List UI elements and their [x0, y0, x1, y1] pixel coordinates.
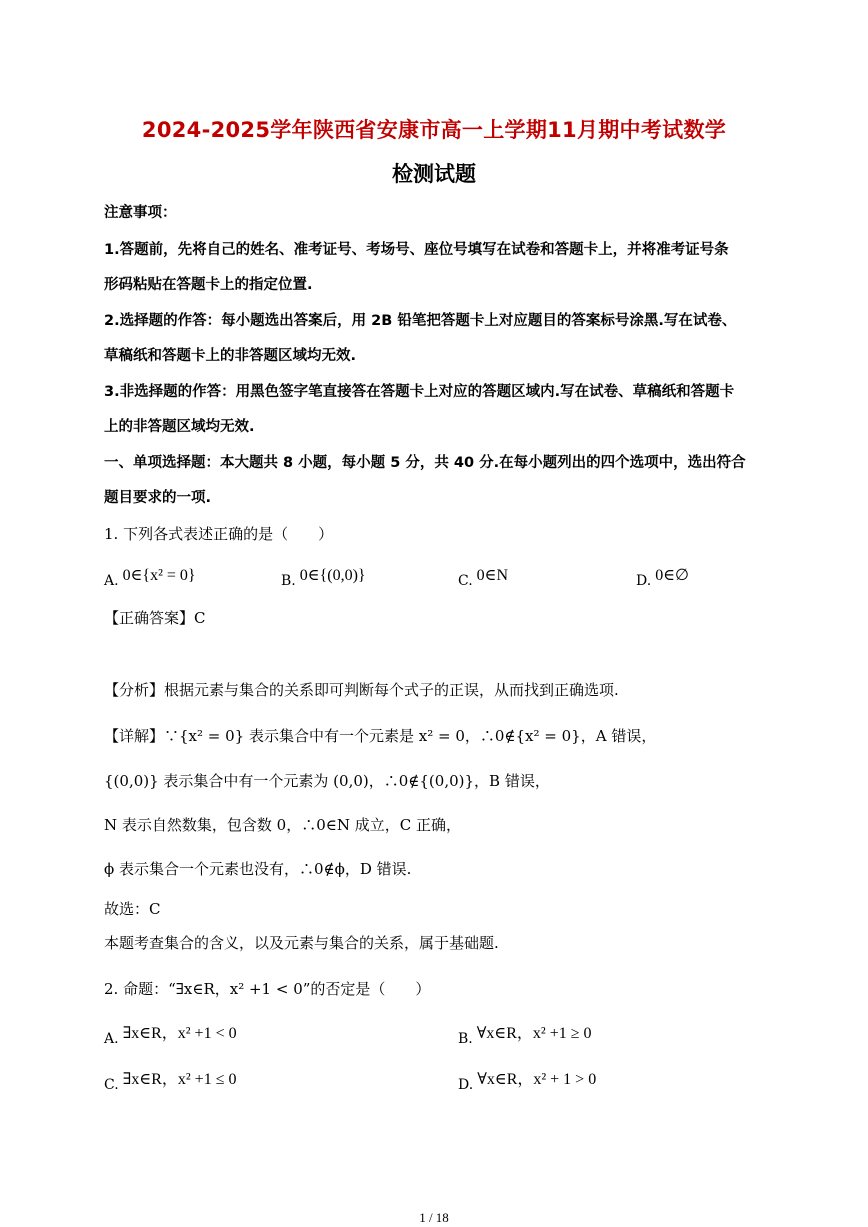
question-1-detail-4: ϕ 表示集合一个元素也没有，∴0∉ϕ，D 错误. [104, 860, 412, 878]
notice-item-2-cont: 草稿纸和答题卡上的非答题区域均无效. [104, 348, 357, 364]
question-1-stem: 1. 下列各式表述正确的是（ ） [104, 525, 334, 543]
document-subtitle: 检测试题 [392, 162, 476, 186]
question-1-choice: 故选：C [104, 900, 161, 918]
option-formula: ∃x∈R，x² +1 < 0 [122, 1025, 237, 1042]
question-2-stem: 2. 命题：“∃x∈R，x² +1 < 0”的否定是（ ） [104, 980, 431, 998]
option-label: A. [104, 573, 119, 589]
option-formula: ∀x∈R，x² + 1 > 0 [477, 1071, 597, 1088]
document-title: 2024-2025学年陕西省安康市高一上学期11月期中考试数学 [141, 118, 727, 142]
notice-item-2: 2.选择题的作答：每小题选出答案后，用 2B 铅笔把答题卡上对应题目的答案标号涂黑.写在试卷、 [104, 313, 737, 329]
option-label: B. [281, 573, 296, 589]
section-heading-cont: 题目要求的一项. [104, 490, 212, 506]
option-formula: 0∈∅ [655, 567, 689, 584]
question-1-answer: 【正确答案】C [104, 609, 206, 627]
question-2-option-c [104, 1066, 237, 1093]
notice-item-3: 3.非选择题的作答：用黑色签字笔直接答在答题卡上对应的答题区域内.写在试卷、草稿纸和答题卡 [104, 384, 735, 400]
option-label: D. [458, 1077, 474, 1093]
question-2-option-b [458, 1020, 592, 1047]
option-label: B. [458, 1031, 473, 1047]
option-formula: 0∈{(0,0)} [299, 567, 366, 584]
question-1-option-d [636, 565, 689, 589]
option-formula: 0∈N [476, 567, 509, 584]
notice-item-1-cont: 形码粘贴在答题卡上的指定位置. [104, 277, 313, 293]
question-1-analysis: 【分析】根据元素与集合的关系即可判断每个式子的正误，从而找到正确选项. [104, 681, 619, 699]
question-2-option-d [458, 1066, 597, 1093]
option-formula: ∃x∈R，x² +1 ≤ 0 [122, 1071, 237, 1088]
question-1-option-c [458, 565, 509, 589]
option-formula: ∀x∈R，x² +1 ≥ 0 [476, 1025, 592, 1042]
option-formula: 0∈{x² = 0} [122, 567, 196, 584]
option-label: C. [458, 573, 473, 589]
question-1-detail-1: 【详解】∵{x² = 0} 表示集合中有一个元素是 x² = 0，∴0∉{x² = 0}，A 错误， [104, 727, 657, 745]
option-label: C. [104, 1077, 119, 1093]
question-1-detail-3: N 表示自然数集，包含数 0，∴0∈N 成立，C 正确， [104, 816, 461, 834]
notice-header: 注意事项： [104, 205, 177, 221]
section-heading: 一、单项选择题：本大题共 8 小题，每小题 5 分，共 40 分.在每小题列出的四个选项中，选出符合 [104, 455, 746, 471]
question-1-comment: 本题考查集合的含义，以及元素与集合的关系，属于基础题. [104, 934, 499, 952]
question-1-detail-2: {(0,0)} 表示集合中有一个元素为 (0,0)，∴0∉{(0,0)}，B 错误， [104, 772, 550, 790]
question-1-option-a [104, 565, 196, 589]
option-label: A. [104, 1031, 119, 1047]
notice-item-1: 1.答题前，先将自己的姓名、准考证号、考场号、座位号填写在试卷和答题卡上，并将准考证号条 [104, 242, 729, 258]
page-number: 1 / 18 [419, 1210, 449, 1225]
question-1-option-b [281, 565, 366, 589]
option-label: D. [636, 573, 652, 589]
question-2-option-a [104, 1020, 237, 1047]
notice-item-3-cont: 上的非答题区域均无效. [104, 419, 255, 435]
